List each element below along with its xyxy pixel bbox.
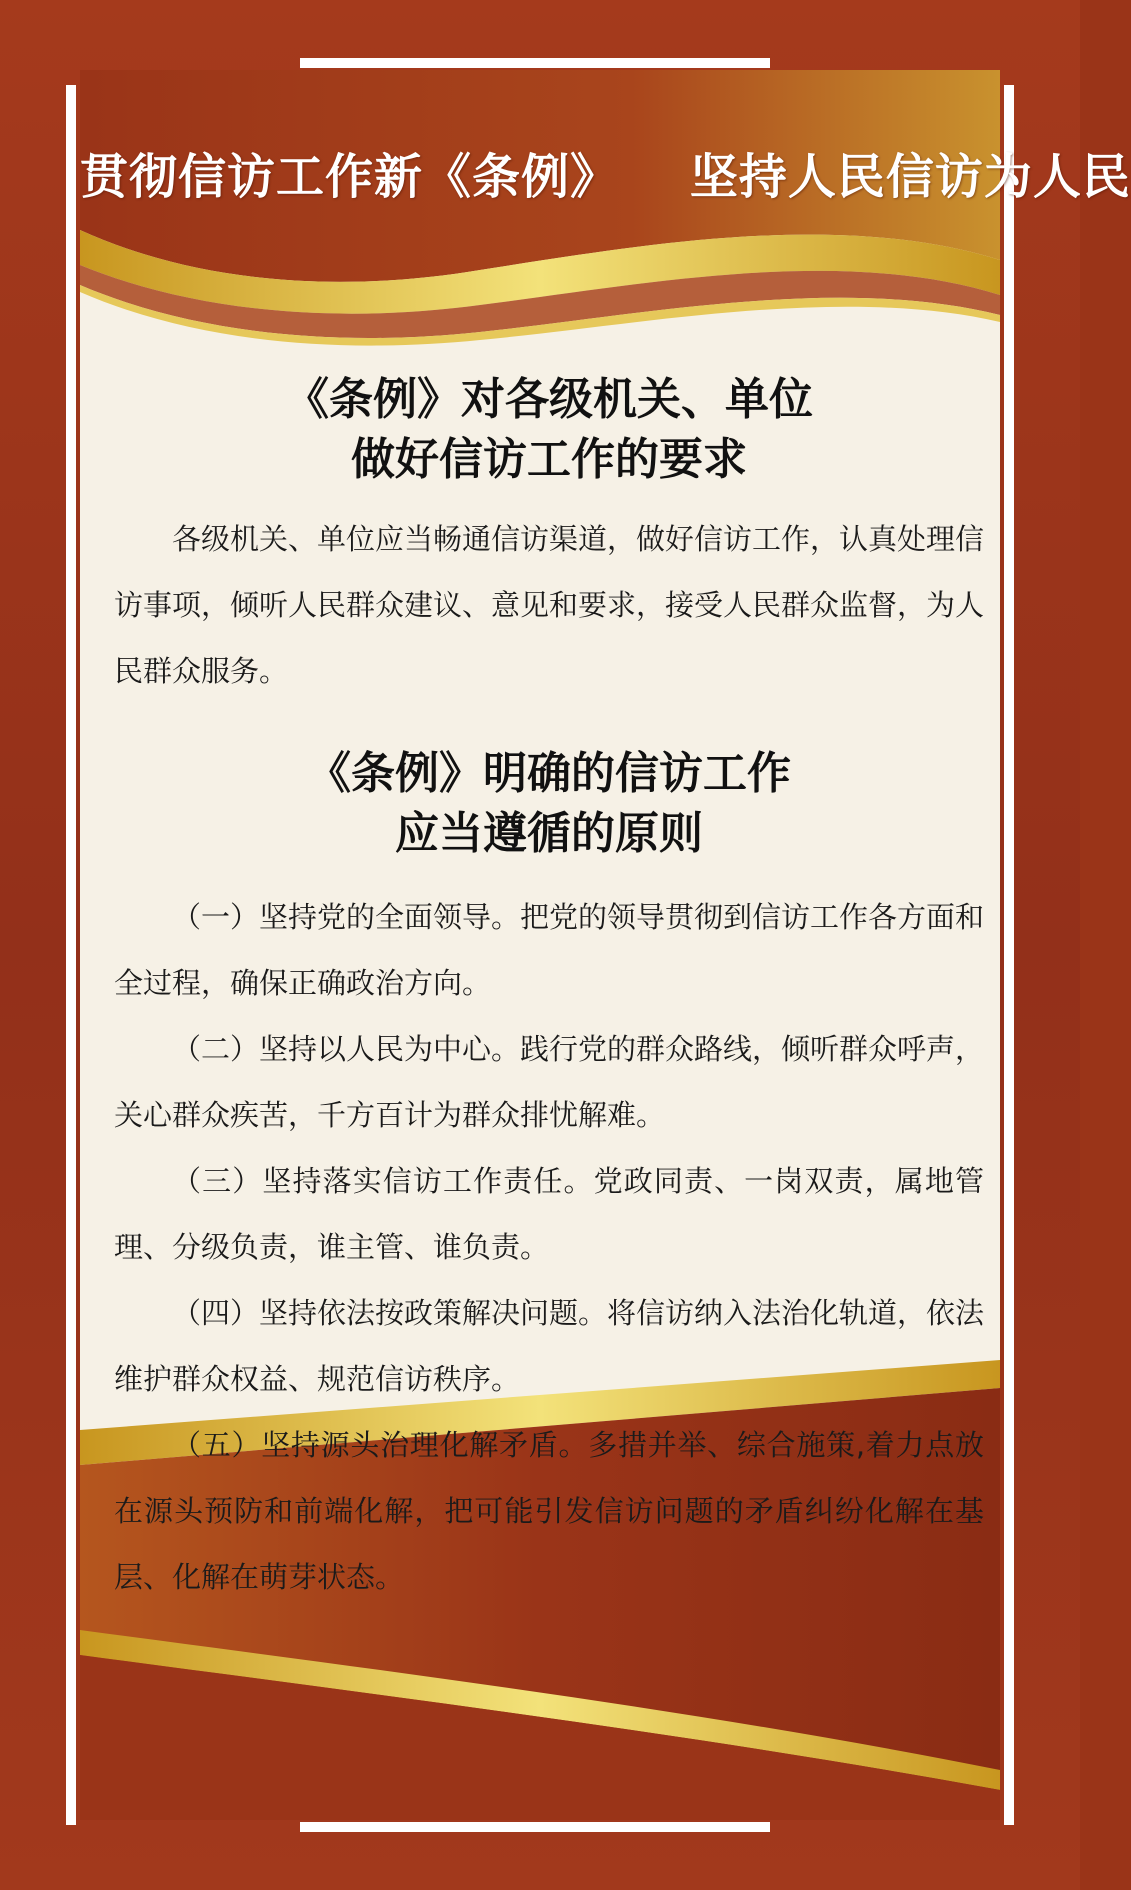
- principles-list: [114, 884, 984, 1610]
- section2-heading: [114, 744, 984, 864]
- section1-heading: [114, 370, 984, 490]
- section2-heading-line2: 应当遵循的原则: [395, 808, 703, 859]
- page-title: [80, 138, 1131, 207]
- top-frame-bar: [300, 58, 770, 68]
- title-right: 坚持人民信访为人民: [689, 149, 1131, 205]
- principle-item-2: （二）坚持以人民为中心。践行党的群众路线，倾听群众呼声，关心群众疾苦，千方百计为群众排忧解难。: [114, 1032, 985, 1132]
- section1-heading-line2: 做好信访工作的要求: [351, 434, 747, 485]
- right-frame-bar: [1004, 85, 1014, 1825]
- content-panel: [80, 70, 1131, 1820]
- principle-item-4: （四）坚持依法按政策解决问题。将信访纳入法治化轨道，依法维护群众权益、规范信访秩序。: [114, 1296, 985, 1396]
- section1-heading-line1: 《条例》对各级机关、单位: [285, 374, 813, 425]
- main-content: [114, 370, 984, 1610]
- principle-item-5: （五）坚持源头治理化解矛盾。多措并举、综合施策,着力点放在源头预防和前端化解，把可能引发信访问题的矛盾纠纷化解在基层、化解在萌芽状态。: [114, 1428, 984, 1594]
- section2-heading-line1: 《条例》明确的信访工作: [307, 748, 791, 799]
- section1-body: 各级机关、单位应当畅通信访渠道，做好信访工作，认真处理信访事项，倾听人民群众建议、意见和要求，接受人民群众监督，为人民群众服务。: [114, 522, 985, 688]
- title-left: 贯彻信访工作新《条例》: [80, 149, 620, 205]
- principle-item-3: （三）坚持落实信访工作责任。党政同责、一岗双责，属地管理、分级负责，谁主管、谁负责。: [114, 1164, 984, 1264]
- principle-item-1: （一）坚持党的全面领导。把党的领导贯彻到信访工作各方面和全过程，确保正确政治方向。: [114, 900, 985, 1000]
- bottom-frame-bar: [300, 1822, 770, 1832]
- left-frame-bar: [66, 85, 76, 1825]
